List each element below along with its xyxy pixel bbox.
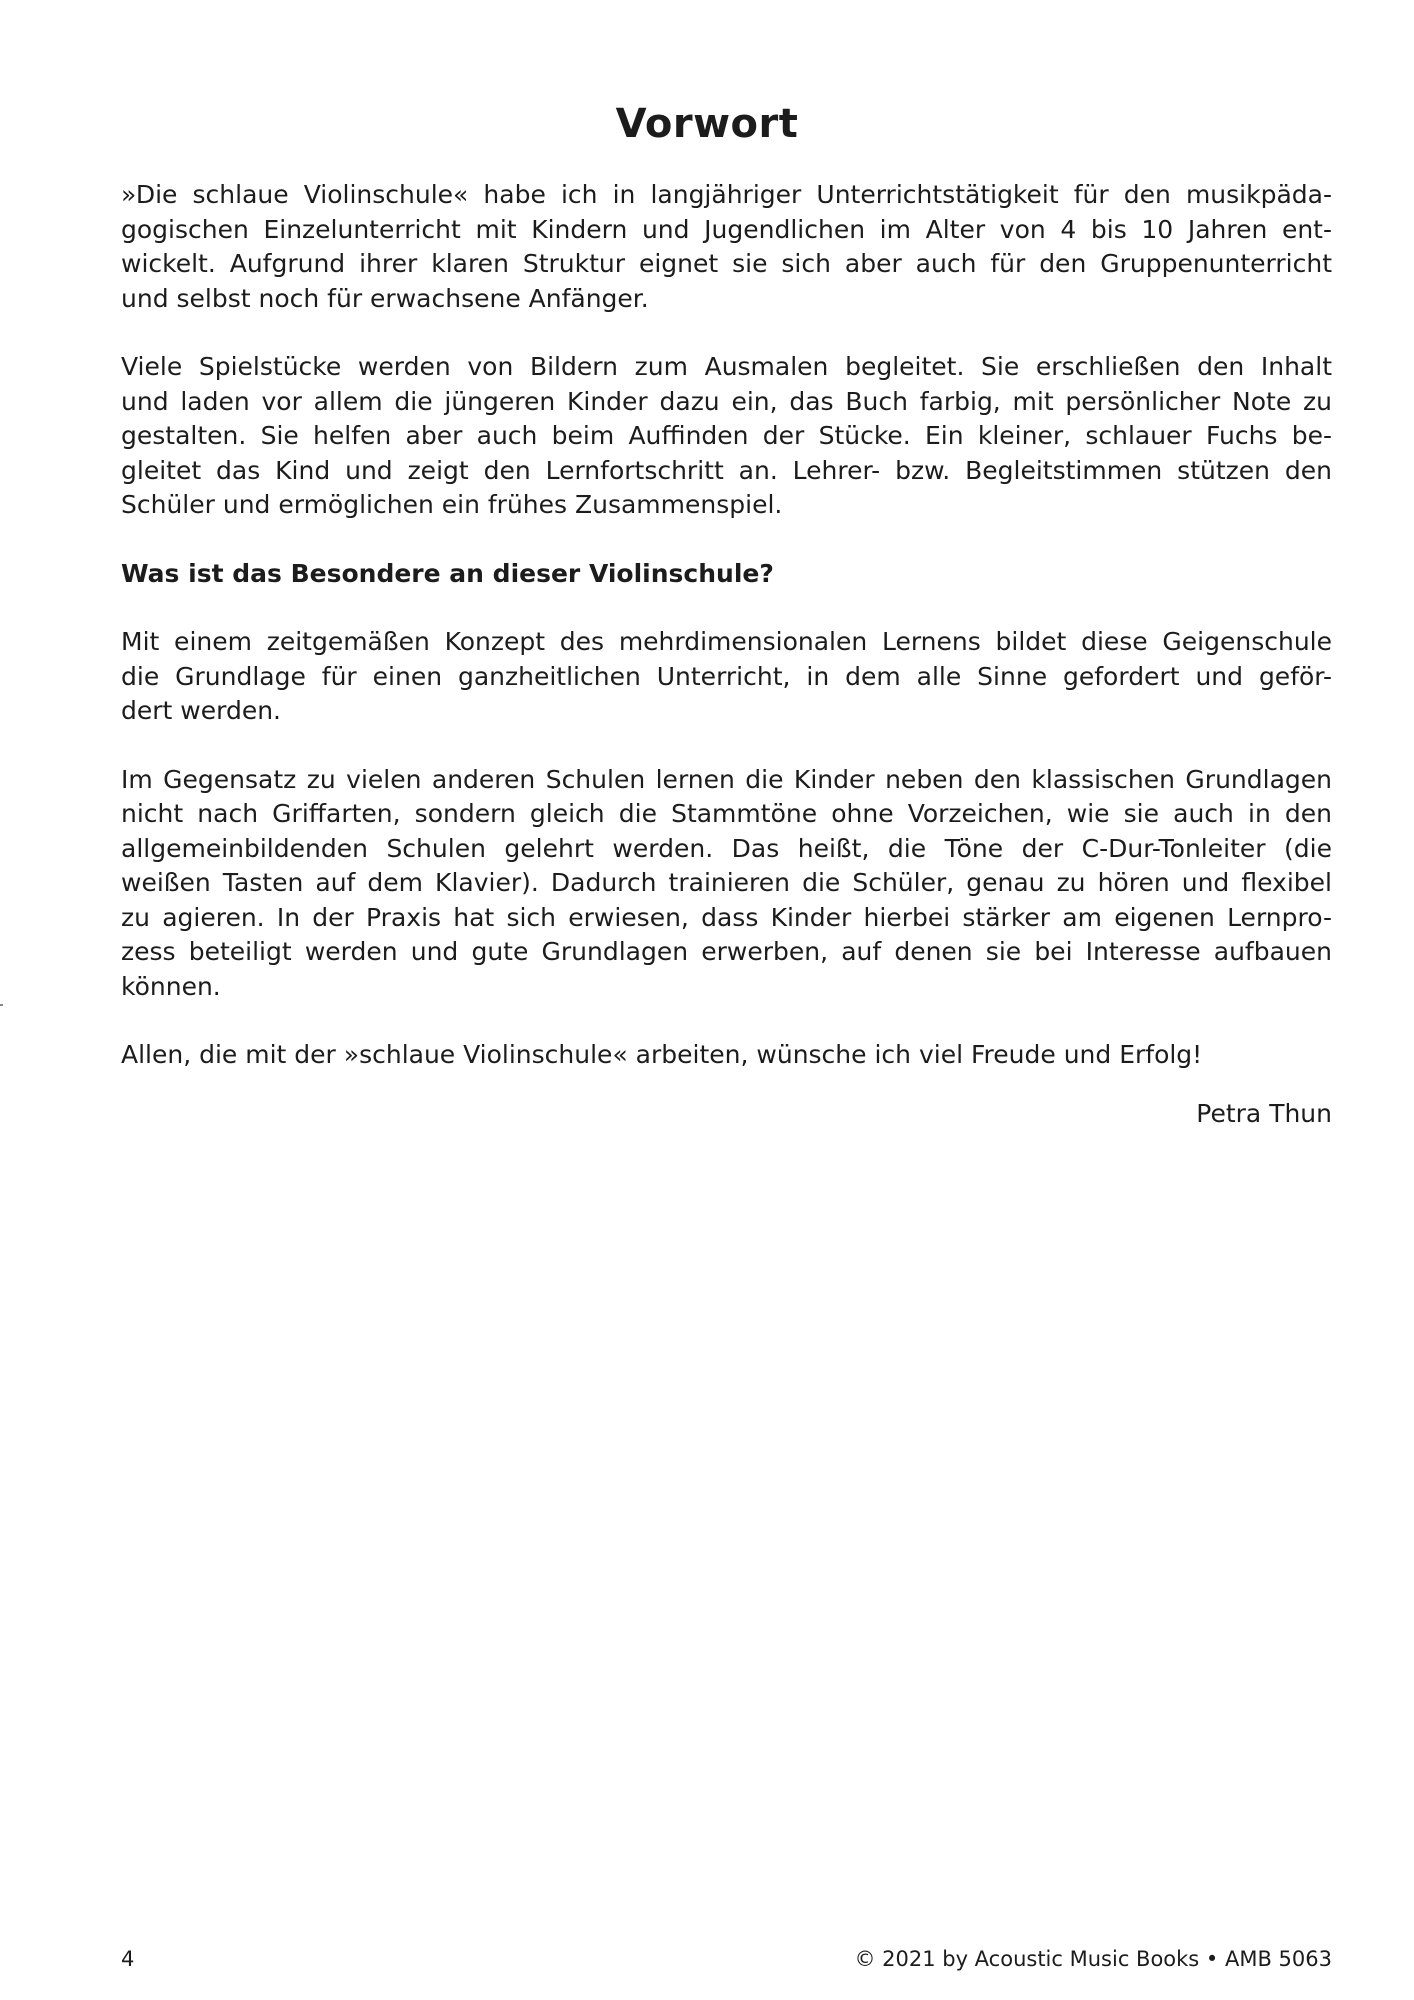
paragraph-concept	[121, 625, 1332, 729]
paragraph-line: die Grundlage für einen ganzheitlichen Unterricht, in dem alle Sinne gefordert und geför-	[121, 661, 1332, 691]
signature: Petra Thun	[1196, 1098, 1332, 1128]
paragraph-line: können.	[121, 971, 221, 1001]
paragraph-line: allgemeinbildenden Schulen gelehrt werden. Das heißt, die Töne der C-Dur-Tonleiter (die	[121, 833, 1332, 863]
subheading: Was ist das Besondere an dieser Violinschule?	[121, 558, 774, 588]
paragraph-line: Viele Spielstücke werden von Bildern zum Ausmalen begleitet. Sie erschließen den Inhalt	[121, 352, 1332, 381]
paragraph-line: Schüler und ermöglichen ein frühes Zusammenspiel.	[121, 490, 783, 519]
paragraph-line: und selbst noch für erwachsene Anfänger.	[121, 283, 649, 313]
paragraph-line: nicht nach Griffarten, sondern gleich die Stammtöne ohne Vorzeichen, wie sie auch in den	[121, 799, 1332, 828]
paragraph-line: »Die schlaue Violinschule« habe ich in langjähriger Unterrichtstätigkeit für den musikpäda-	[121, 180, 1332, 209]
copyright-notice: © 2021 by Acoustic Music Books • AMB 5063	[854, 1947, 1332, 1971]
paragraph-line: gestalten. Sie helfen aber auch beim Auffinden der Stücke. Ein kleiner, schlauer Fuchs be-	[121, 421, 1332, 450]
foreword-body	[121, 178, 1332, 1131]
paragraph-contrast	[121, 763, 1332, 1005]
paragraph-line: dert werden.	[121, 696, 281, 725]
paragraph-line: und laden vor allem die jüngeren Kinder dazu ein, das Buch farbig, mit persönlicher Note zu	[121, 386, 1332, 416]
paragraph-line: zess beteiligt werden und gute Grundlagen erwerben, auf denen sie bei Interesse aufbauen	[121, 937, 1332, 966]
paragraph-intro	[121, 178, 1332, 316]
paragraph-line: zu agieren. In der Praxis hat sich erwiesen, dass Kinder hierbei stärker am eigenen Lernpro-	[121, 902, 1332, 932]
paragraph-line: Im Gegensatz zu vielen anderen Schulen lernen die Kinder neben den klassischen Grundlagen	[121, 764, 1332, 794]
paragraph-pictures	[121, 350, 1332, 523]
paragraph-line: wickelt. Aufgrund ihrer klaren Struktur eignet sie sich aber auch für den Gruppenunterricht	[121, 249, 1332, 278]
paragraph-line: gogischen Einzelunterricht mit Kindern und Jugendlichen im Alter von 4 bis 10 Jahren ent-	[121, 214, 1332, 244]
paragraph-line: weißen Tasten auf dem Klavier). Dadurch trainieren die Schüler, genau zu hören und flexibel	[121, 868, 1332, 897]
paragraph-closing: Allen, die mit der »schlaue Violinschule« arbeiten, wünsche ich viel Freude und Erfolg!	[121, 1040, 1203, 1069]
page-title: Vorwort	[615, 101, 799, 147]
paragraph-line: Mit einem zeitgemäßen Konzept des mehrdimensionalen Lernens bildet diese Geigenschule	[121, 627, 1332, 656]
paragraph-line: gleitet das Kind und zeigt den Lernfortschritt an. Lehrer- bzw. Begleitstimmen stützen den	[121, 455, 1332, 485]
margin-mark	[0, 1004, 3, 1006]
page-number: 4	[121, 1947, 135, 1971]
